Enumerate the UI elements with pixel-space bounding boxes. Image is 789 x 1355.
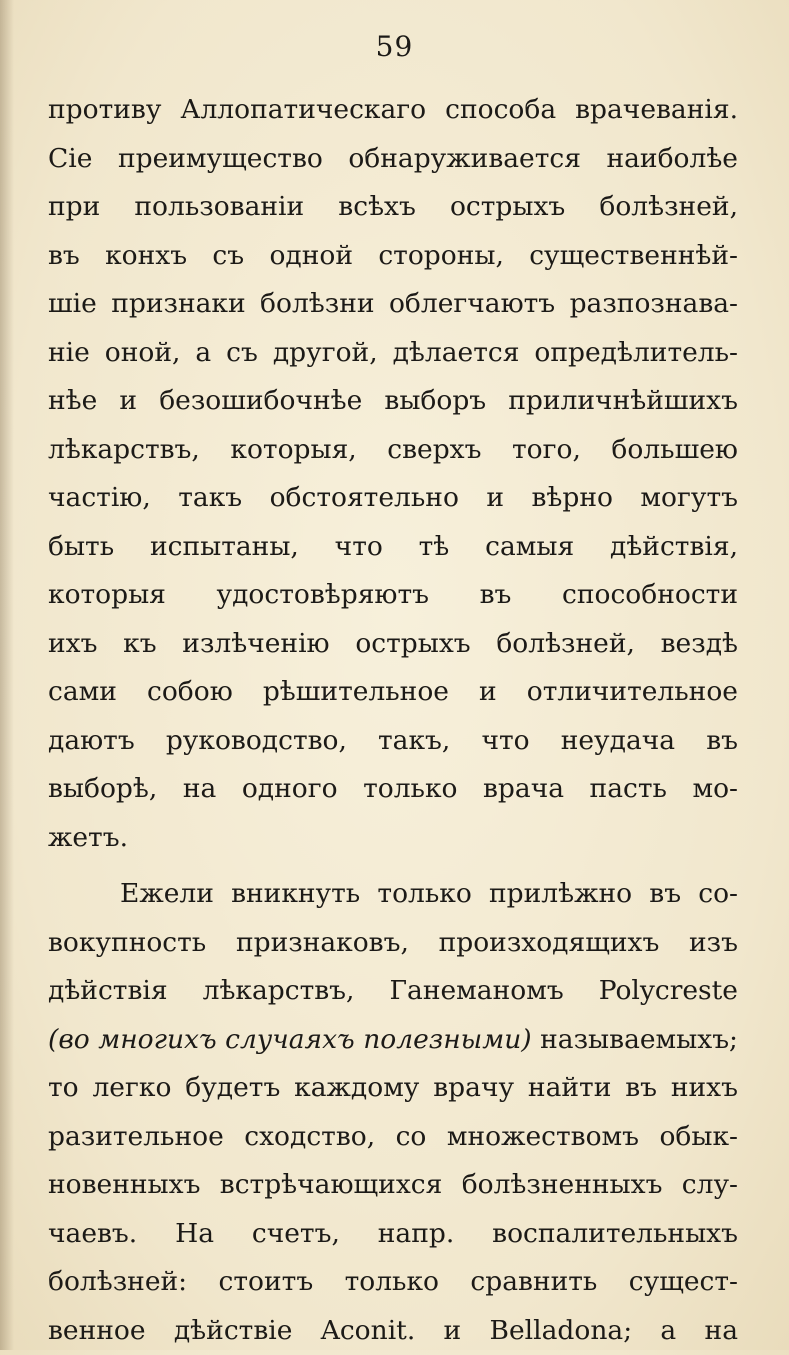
- text-line: ніе оной, а съ другой, дѣлается опредѣлитель-: [48, 329, 738, 378]
- text-line-mixed: [48, 1016, 738, 1065]
- text-line: которыя удостовѣряютъ въ способности: [48, 571, 738, 620]
- text-line: сами собою рѣшительное и отличительное: [48, 668, 738, 717]
- text-line: лѣкарствъ, которыя, сверхъ того, большею: [48, 426, 738, 475]
- italic-phrase: (во многихъ случаяхъ полезными): [48, 1024, 532, 1055]
- text-line: даютъ руководство, такъ, что неудача въ: [48, 717, 738, 766]
- text-line: ихъ къ излѣченію острыхъ болѣзней, вездѣ: [48, 620, 738, 669]
- paragraph-first-line: Ежели вникнуть только прилѣжно въ со-: [48, 870, 738, 919]
- text-line: противу Аллопатическаго способа врачеванія.: [48, 86, 738, 135]
- text-line: чаевъ. На счетъ, напр. воспалительныхъ: [48, 1210, 738, 1259]
- text-fragment: называемыхъ;: [532, 1024, 738, 1055]
- text-line: нѣе и безошибочнѣе выборъ приличнѣйшихъ: [48, 377, 738, 426]
- text-line: быть испытаны, что тѣ самыя дѣйствія,: [48, 523, 738, 572]
- text-line: вокупность признаковъ, произходящихъ изъ: [48, 919, 738, 968]
- text-line: дѣйствія лѣкарствъ, Ганеманомъ Polycreste: [48, 967, 738, 1016]
- text-line: то легко будетъ каждому врачу найти въ нихъ: [48, 1064, 738, 1113]
- text-line: шіе признаки болѣзни облегчаютъ разпознава-: [48, 280, 738, 329]
- text-line: въ конхъ съ одной стороны, существеннѣй-: [48, 232, 738, 281]
- body-text: [48, 86, 738, 1355]
- text-line: разительное сходство, со множествомъ обык-: [48, 1113, 738, 1162]
- text-line: при пользованіи всѣхъ острыхъ болѣзней,: [48, 183, 738, 232]
- text-line: болѣзней: стоитъ только сравнить сущест-: [48, 1258, 738, 1307]
- text-line: частію, такъ обстоятельно и вѣрно могутъ: [48, 474, 738, 523]
- page-spine-shadow: [0, 0, 14, 1350]
- text-line: новенныхъ встрѣчающихся болѣзненныхъ слу-: [48, 1161, 738, 1210]
- text-line: выборѣ, на одного только врача пасть мо-: [48, 765, 738, 814]
- page-number: 59: [0, 30, 789, 63]
- text-line: жетъ.: [48, 814, 738, 863]
- text-line: венное дѣйствіе Aconit. и Belladona; а на: [48, 1307, 738, 1355]
- text-line: Сіе преимущество обнаруживается наиболѣе: [48, 135, 738, 184]
